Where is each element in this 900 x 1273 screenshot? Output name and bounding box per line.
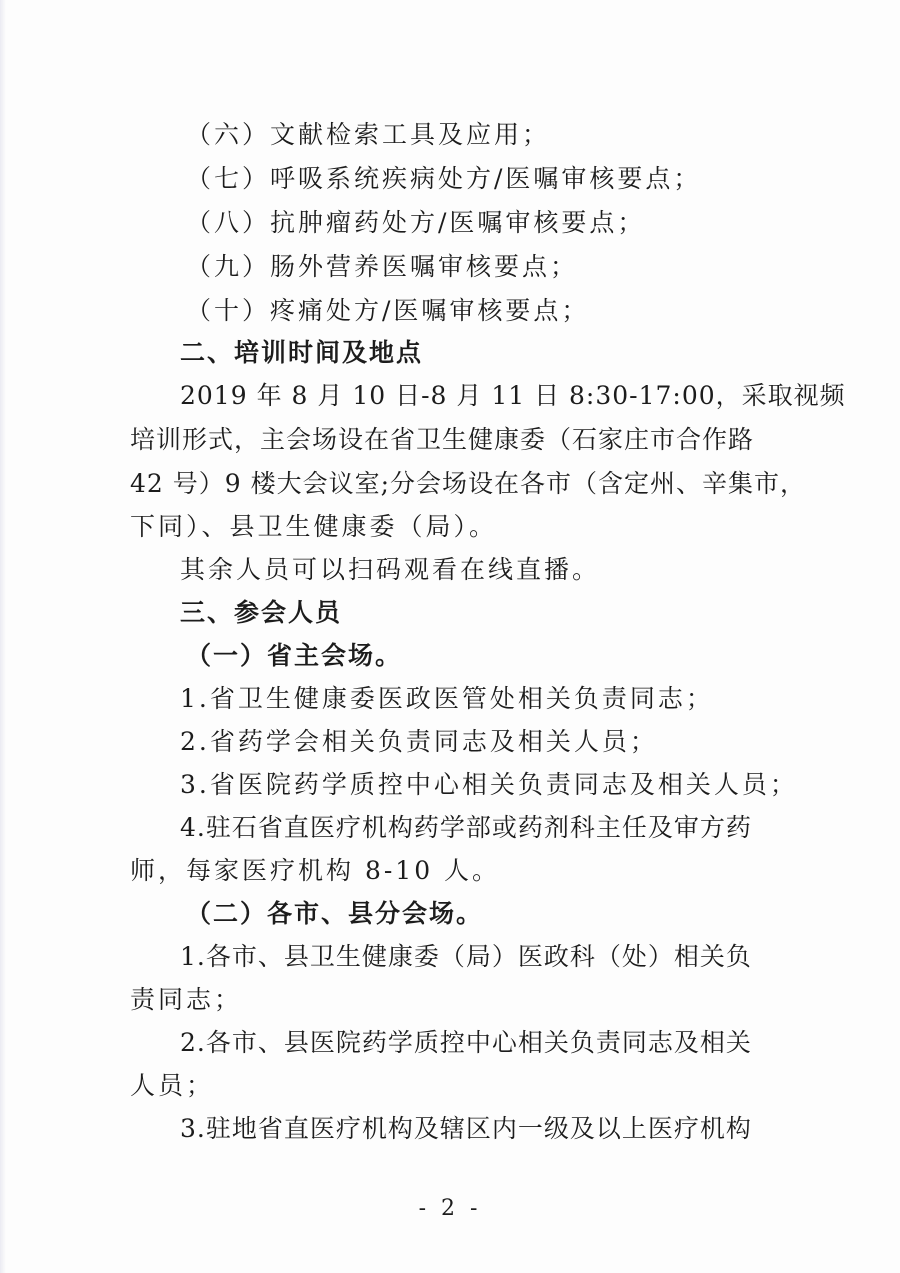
section3-sub1-item1: 1.省卫生健康委医政医管处相关负责同志；: [180, 684, 714, 713]
section3-sub2-item1-line2: 责同志；: [130, 985, 243, 1014]
list-item-9: （九）肠外营养医嘱审核要点；: [186, 252, 579, 281]
section3-sub2-item1-line1: 1.各市、县卫生健康委（局）医政科（处）相关负: [180, 942, 752, 971]
section3-sub1-item4-line1: 4.驻石省直医疗机构药学部或药剂科主任及审方药: [180, 813, 752, 842]
section3-sub2-item2-line1: 2.各市、县医院药学质控中心相关负责同志及相关: [180, 1028, 752, 1057]
section3-sub2-item3-line1: 3.驻地省直医疗机构及辖区内一级及以上医疗机构: [180, 1114, 752, 1143]
section2-para2: 其余人员可以扫码观看在线直播。: [180, 555, 601, 584]
section3-sub1-item2: 2.省药学会相关负责同志及相关人员；: [180, 727, 658, 756]
section3-sub2-item2-line2: 人员；: [130, 1071, 215, 1100]
section2-heading: 二、培训时间及地点: [180, 338, 424, 367]
section2-para1-line1: 2019 年 8 月 10 日-8 月 11 日 8:30-17:00，采取视频: [180, 381, 846, 410]
list-item-6: （六）文献检索工具及应用；: [186, 120, 551, 149]
section3-heading: 三、参会人员: [180, 598, 343, 627]
section3-sub1-item4-line2: 师，每家医疗机构 8-10 人。: [130, 856, 501, 885]
scan-edge: [0, 0, 6, 1273]
section2-para1-line4: 下同）、县卫生健康委（局）。: [130, 512, 498, 541]
section3-sub2-heading: （二）各市、县分会场。: [186, 899, 484, 928]
list-item-7: （七）呼吸系统疾病处方/医嘱审核要点；: [186, 164, 702, 193]
list-item-10: （十）疼痛处方/医嘱审核要点；: [186, 296, 590, 325]
section2-para1-line3: 42 号）9 楼大会议室;分会场设在各市（含定州、辛集市，: [130, 469, 807, 498]
section3-sub1-heading: （一）省主会场。: [186, 641, 403, 670]
section2-para1-line2: 培训形式，主会场设在省卫生健康委（石家庄市合作路: [130, 425, 755, 454]
list-item-8: （八）抗肿瘤药处方/医嘱审核要点；: [186, 208, 646, 237]
page-number: - 2 -: [418, 1196, 482, 1221]
section3-sub1-item3: 3.省医院药学质控中心相关负责同志及相关人员；: [180, 770, 798, 799]
